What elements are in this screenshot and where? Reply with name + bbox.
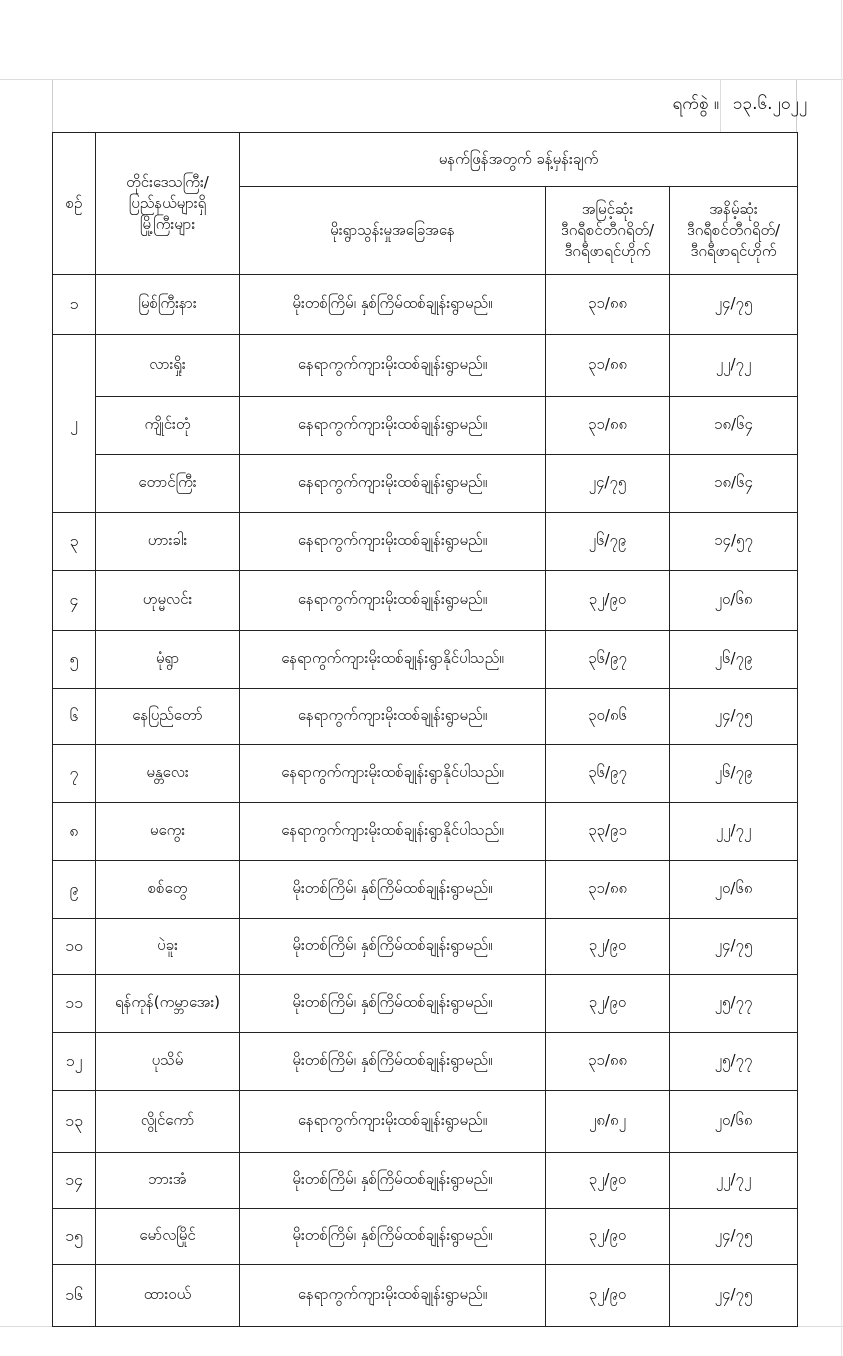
- cell-min-temp: ၂၂/၇၂: [670, 803, 798, 861]
- cell-condition: မိုးတစ်ကြိမ်၊ နှစ်ကြိမ်ထစ်ချုန်းရွာမည်။: [240, 275, 546, 335]
- cell-serial: ၇: [53, 745, 96, 803]
- header-region-line3: မြို့ကြီးများ: [139, 215, 196, 233]
- cell-city: ပုသိမ်: [96, 1033, 240, 1091]
- cell-city: မုံရွာ: [96, 631, 240, 689]
- cell-max-temp: ၃၁/၈၈: [546, 275, 670, 335]
- table-row: [53, 397, 798, 455]
- header-min-line1: အနိမ့်ဆုံး: [709, 200, 758, 218]
- cell-max-temp: ၃၃/၉၁: [546, 803, 670, 861]
- header-max-line2: ဒီဂရီစင်တီဂရိတ်/: [560, 221, 655, 239]
- cell-max-temp: ၂၄/၇၅: [546, 455, 670, 513]
- cell-serial: ၁၂: [53, 1033, 96, 1091]
- cell-max-temp: ၂၆/၇၉: [546, 513, 670, 571]
- cell-city: ဟုမ္မလင်း: [96, 571, 240, 631]
- table-row: [53, 689, 798, 745]
- cell-condition: နေရာကွက်ကျားမိုးထစ်ချုန်းရွာမည်။: [240, 397, 546, 455]
- cell-max-temp: ၃၂/၉၀: [546, 1209, 670, 1265]
- table-row: [53, 1265, 798, 1327]
- cell-min-temp: ၁၈/၆၄: [670, 397, 798, 455]
- cell-serial: ၁၁: [53, 975, 96, 1033]
- cell-condition: နေရာကွက်ကျားမိုးထစ်ချုန်းရွာမည်။: [240, 689, 546, 745]
- cell-min-temp: ၂၆/၇၉: [670, 631, 798, 689]
- cell-serial: ၈: [53, 803, 96, 861]
- date-label: ရက်စွဲ ။: [672, 94, 719, 114]
- header-condition: မိုးရွာသွန်းမှုအခြေအနေ: [240, 187, 546, 275]
- cell-min-temp: ၂၀/၆၈: [670, 861, 798, 919]
- cell-min-temp: ၂၄/၇၅: [670, 275, 798, 335]
- header-region-line1: တိုင်းဒေသကြီး/: [126, 173, 209, 191]
- cell-serial: ၁၆: [53, 1265, 96, 1327]
- cell-min-temp: ၂၄/၇၅: [670, 1209, 798, 1265]
- table-row: [53, 1209, 798, 1265]
- header-serial: စဉ်: [53, 133, 96, 275]
- cell-city: မန္တလေး: [96, 745, 240, 803]
- cell-serial: ၆: [53, 689, 96, 745]
- table-row: [53, 335, 798, 397]
- header-min-line2: ဒီဂရီစင်တီဂရိတ်/: [686, 221, 781, 239]
- cell-serial: ၁: [53, 275, 96, 335]
- cell-max-temp: ၃၂/၉၀: [546, 571, 670, 631]
- cell-city: လားရှိုး: [96, 335, 240, 397]
- cell-serial: ၅: [53, 631, 96, 689]
- table-row: [53, 455, 798, 513]
- cell-min-temp: ၂၂/၇၂: [670, 335, 798, 397]
- cell-condition: နေရာကွက်ကျားမိုးထစ်ချုန်းရွာနိုင်ပါသည်။: [240, 631, 546, 689]
- header-min-line3: ဒီဂရီဖာရင်ဟိုက်: [690, 242, 777, 260]
- cell-condition: နေရာကွက်ကျားမိုးထစ်ချုန်းရွာမည်။: [240, 335, 546, 397]
- date-header: [52, 80, 808, 132]
- date-value: ၁၃.၆.၂၀၂၂: [733, 94, 808, 114]
- cell-min-temp: ၂၀/၆၈: [670, 1091, 798, 1153]
- header-row-1: [53, 133, 798, 187]
- cell-serial: ၁၅: [53, 1209, 96, 1265]
- date-divider: [720, 80, 721, 132]
- cell-condition: မိုးတစ်ကြိမ်၊ နှစ်ကြိမ်ထစ်ချုန်းရွာမည်။: [240, 1033, 546, 1091]
- cell-min-temp: ၂၆/၇၉: [670, 745, 798, 803]
- cell-city: ပဲခူး: [96, 919, 240, 975]
- cell-condition: နေရာကွက်ကျားမိုးထစ်ချုန်းရွာမည်။: [240, 513, 546, 571]
- header-forecast: မနက်ဖြန်အတွက် ခန့်မှန်းချက်: [240, 133, 798, 187]
- cell-min-temp: ၁၄/၅၇: [670, 513, 798, 571]
- cell-condition: နေရာကွက်ကျားမိုးထစ်ချုန်းရွာမည်။: [240, 1091, 546, 1153]
- cell-condition: နေရာကွက်ကျားမိုးထစ်ချုန်းရွာမည်။: [240, 455, 546, 513]
- header-max-line1: အမြင့်ဆုံး: [581, 200, 634, 218]
- header-min-temp: [670, 187, 798, 275]
- cell-max-temp: ၃၀/၈၆: [546, 689, 670, 745]
- header-max-temp: [546, 187, 670, 275]
- header-region: [96, 133, 240, 275]
- table-row: [53, 975, 798, 1033]
- cell-min-temp: ၁၈/၆၄: [670, 455, 798, 513]
- cell-max-temp: ၃၆/၉၇: [546, 745, 670, 803]
- weather-forecast-table: [52, 132, 798, 1327]
- page-edge-right: [841, 0, 842, 1356]
- table-row: [53, 919, 798, 975]
- cell-city: ဟားခါး: [96, 513, 240, 571]
- table-row: [53, 861, 798, 919]
- cell-condition: နေရာကွက်ကျားမိုးထစ်ချုန်းရွာနိုင်ပါသည်။: [240, 745, 546, 803]
- table-row: [53, 513, 798, 571]
- cell-condition: မိုးတစ်ကြိမ်၊ နှစ်ကြိမ်ထစ်ချုန်းရွာမည်။: [240, 1209, 546, 1265]
- cell-min-temp: ၂၄/၇၅: [670, 689, 798, 745]
- cell-max-temp: ၃၁/၈၈: [546, 1033, 670, 1091]
- cell-condition: မိုးတစ်ကြိမ်၊ နှစ်ကြိမ်ထစ်ချုန်းရွာမည်။: [240, 919, 546, 975]
- cell-city: တောင်ကြီး: [96, 455, 240, 513]
- cell-condition: မိုးတစ်ကြိမ်၊ နှစ်ကြိမ်ထစ်ချုန်းရွာမည်။: [240, 975, 546, 1033]
- cell-max-temp: ၂၈/၈၂: [546, 1091, 670, 1153]
- cell-serial: ၂: [53, 335, 96, 513]
- cell-min-temp: ၂၄/၇၅: [670, 1265, 798, 1327]
- cell-condition: နေရာကွက်ကျားမိုးထစ်ချုန်းရွာနိုင်ပါသည်။: [240, 803, 546, 861]
- cell-condition: နေရာကွက်ကျားမိုးထစ်ချုန်းရွာမည်။: [240, 571, 546, 631]
- cell-condition: မိုးတစ်ကြိမ်၊ နှစ်ကြိမ်ထစ်ချုန်းရွာမည်။: [240, 1153, 546, 1209]
- cell-max-temp: ၃၆/၉၇: [546, 631, 670, 689]
- table-row: [53, 1153, 798, 1209]
- header-max-line3: ဒီဂရီဖာရင်ဟိုက်: [564, 242, 651, 260]
- table-row: [53, 571, 798, 631]
- cell-serial: ၃: [53, 513, 96, 571]
- cell-max-temp: ၃၂/၉၀: [546, 975, 670, 1033]
- cell-max-temp: ၃၁/၈၈: [546, 861, 670, 919]
- cell-city: လွိုင်ကော်: [96, 1091, 240, 1153]
- table-row: [53, 275, 798, 335]
- cell-serial: ၁၀: [53, 919, 96, 975]
- cell-city: ရန်ကုန်(ကမ္ဘာအေး): [96, 975, 240, 1033]
- cell-city: ကျိုင်းတုံ: [96, 397, 240, 455]
- cell-max-temp: ၃၂/၉၀: [546, 1265, 670, 1327]
- cell-city: နေပြည်တော်: [96, 689, 240, 745]
- cell-min-temp: ၂၂/၇၂: [670, 1153, 798, 1209]
- table-row: [53, 1091, 798, 1153]
- cell-city: မြစ်ကြီးနား: [96, 275, 240, 335]
- cell-city: မကွေး: [96, 803, 240, 861]
- cell-serial: ၉: [53, 861, 96, 919]
- cell-city: မော်လမြိုင်: [96, 1209, 240, 1265]
- cell-serial: ၄: [53, 571, 96, 631]
- table-row: [53, 1033, 798, 1091]
- cell-serial: ၁၃: [53, 1091, 96, 1153]
- cell-condition: နေရာကွက်ကျားမိုးထစ်ချုန်းရွာမည်။: [240, 1265, 546, 1327]
- table-row: [53, 745, 798, 803]
- cell-min-temp: ၂၅/၇၇: [670, 1033, 798, 1091]
- cell-max-temp: ၃၂/၉၀: [546, 919, 670, 975]
- table-row: [53, 631, 798, 689]
- header-region-line2: ပြည်နယ်များရှိ: [128, 194, 207, 212]
- cell-max-temp: ၃၁/၈၈: [546, 335, 670, 397]
- cell-max-temp: ၃၂/၉၀: [546, 1153, 670, 1209]
- cell-condition: မိုးတစ်ကြိမ်၊ နှစ်ကြိမ်ထစ်ချုန်းရွာမည်။: [240, 861, 546, 919]
- cell-serial: ၁၄: [53, 1153, 96, 1209]
- cell-min-temp: ၂၄/၇၅: [670, 919, 798, 975]
- cell-city: ထားဝယ်: [96, 1265, 240, 1327]
- cell-city: စစ်တွေ: [96, 861, 240, 919]
- cell-max-temp: ၃၁/၈၈: [546, 397, 670, 455]
- table-row: [53, 803, 798, 861]
- cell-min-temp: ၂၀/၆၈: [670, 571, 798, 631]
- cell-min-temp: ၂၅/၇၇: [670, 975, 798, 1033]
- cell-city: ဘားအံ: [96, 1153, 240, 1209]
